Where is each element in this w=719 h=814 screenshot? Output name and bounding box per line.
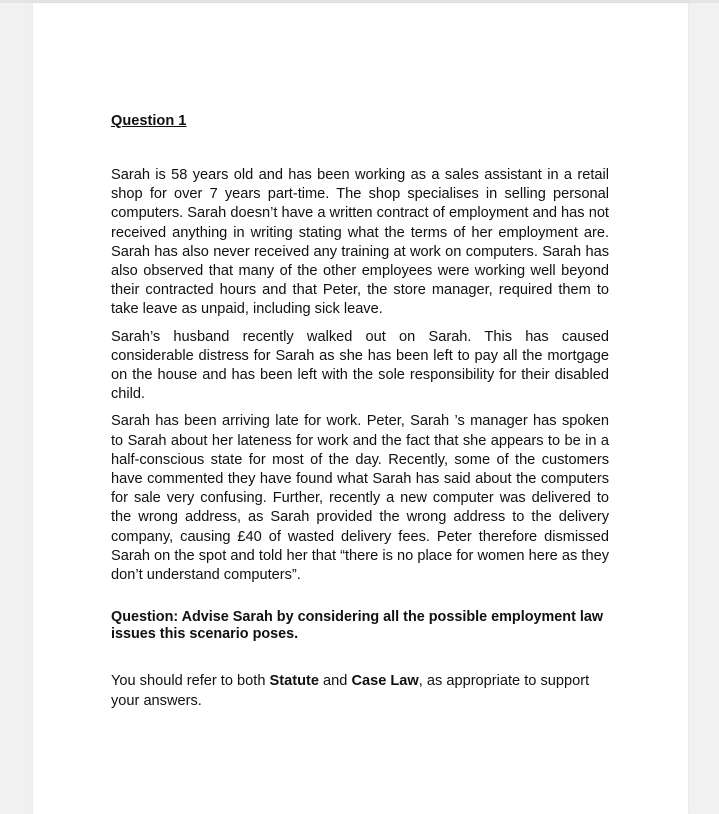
guidance-suffix: , as appropriate to support your answers. [111,673,590,709]
scenario-paragraph-1: Sarah is 58 years old and has been working as a sales assistant in a retail shop for over 7 years part-time. The shop specialises in selling personal computers. Sarah doesn’t have a written contract of employment and has not received anything in writing stating what the terms of her employment are. Sarah has also never received any training at work on computers. Sarah has also observed that many of the other employees were working well beyond their contracted hours and that Peter, the store manager, required them to take leave as unpaid, including sick leave. [111,167,609,318]
guidance-case-law: Case Law [351,673,419,690]
answer-guidance [111,672,609,711]
scenario-paragraph-2: Sarah’s husband recently walked out on Sarah. This has caused considerable distress for Sarah as she has been left to pay all the mortgage on the house and has been left with the sole responsibility for their disabled child. [111,328,609,403]
scenario-paragraph-3: Sarah has been arriving late for work. Peter, Sarah ’s manager has spoken to Sarah about her lateness for work and the fact that she appears to be in a half-conscious state for most of the day. Recently, some of the customers have commented they have found what Sarah has said about the computers for sale very confusing. Further, recently a new computer was delivered to the wrong address, as Sarah provided the wrong address to the delivery company, causing £40 of wasted delivery fees. Peter therefore dismissed Sarah on the spot and told her that “there is no place for women here as they don’t understand computers”. [111,413,609,584]
guidance-prefix: You should refer to both [111,673,270,690]
question-prompt: Question: Advise Sarah by considering all the possible employment law issues this scenario poses. [111,609,604,642]
question-heading: Question 1 [111,113,187,129]
document-content [111,112,609,711]
guidance-and: and [318,673,352,690]
guidance-statute: Statute [269,673,319,690]
document-page [33,3,688,814]
